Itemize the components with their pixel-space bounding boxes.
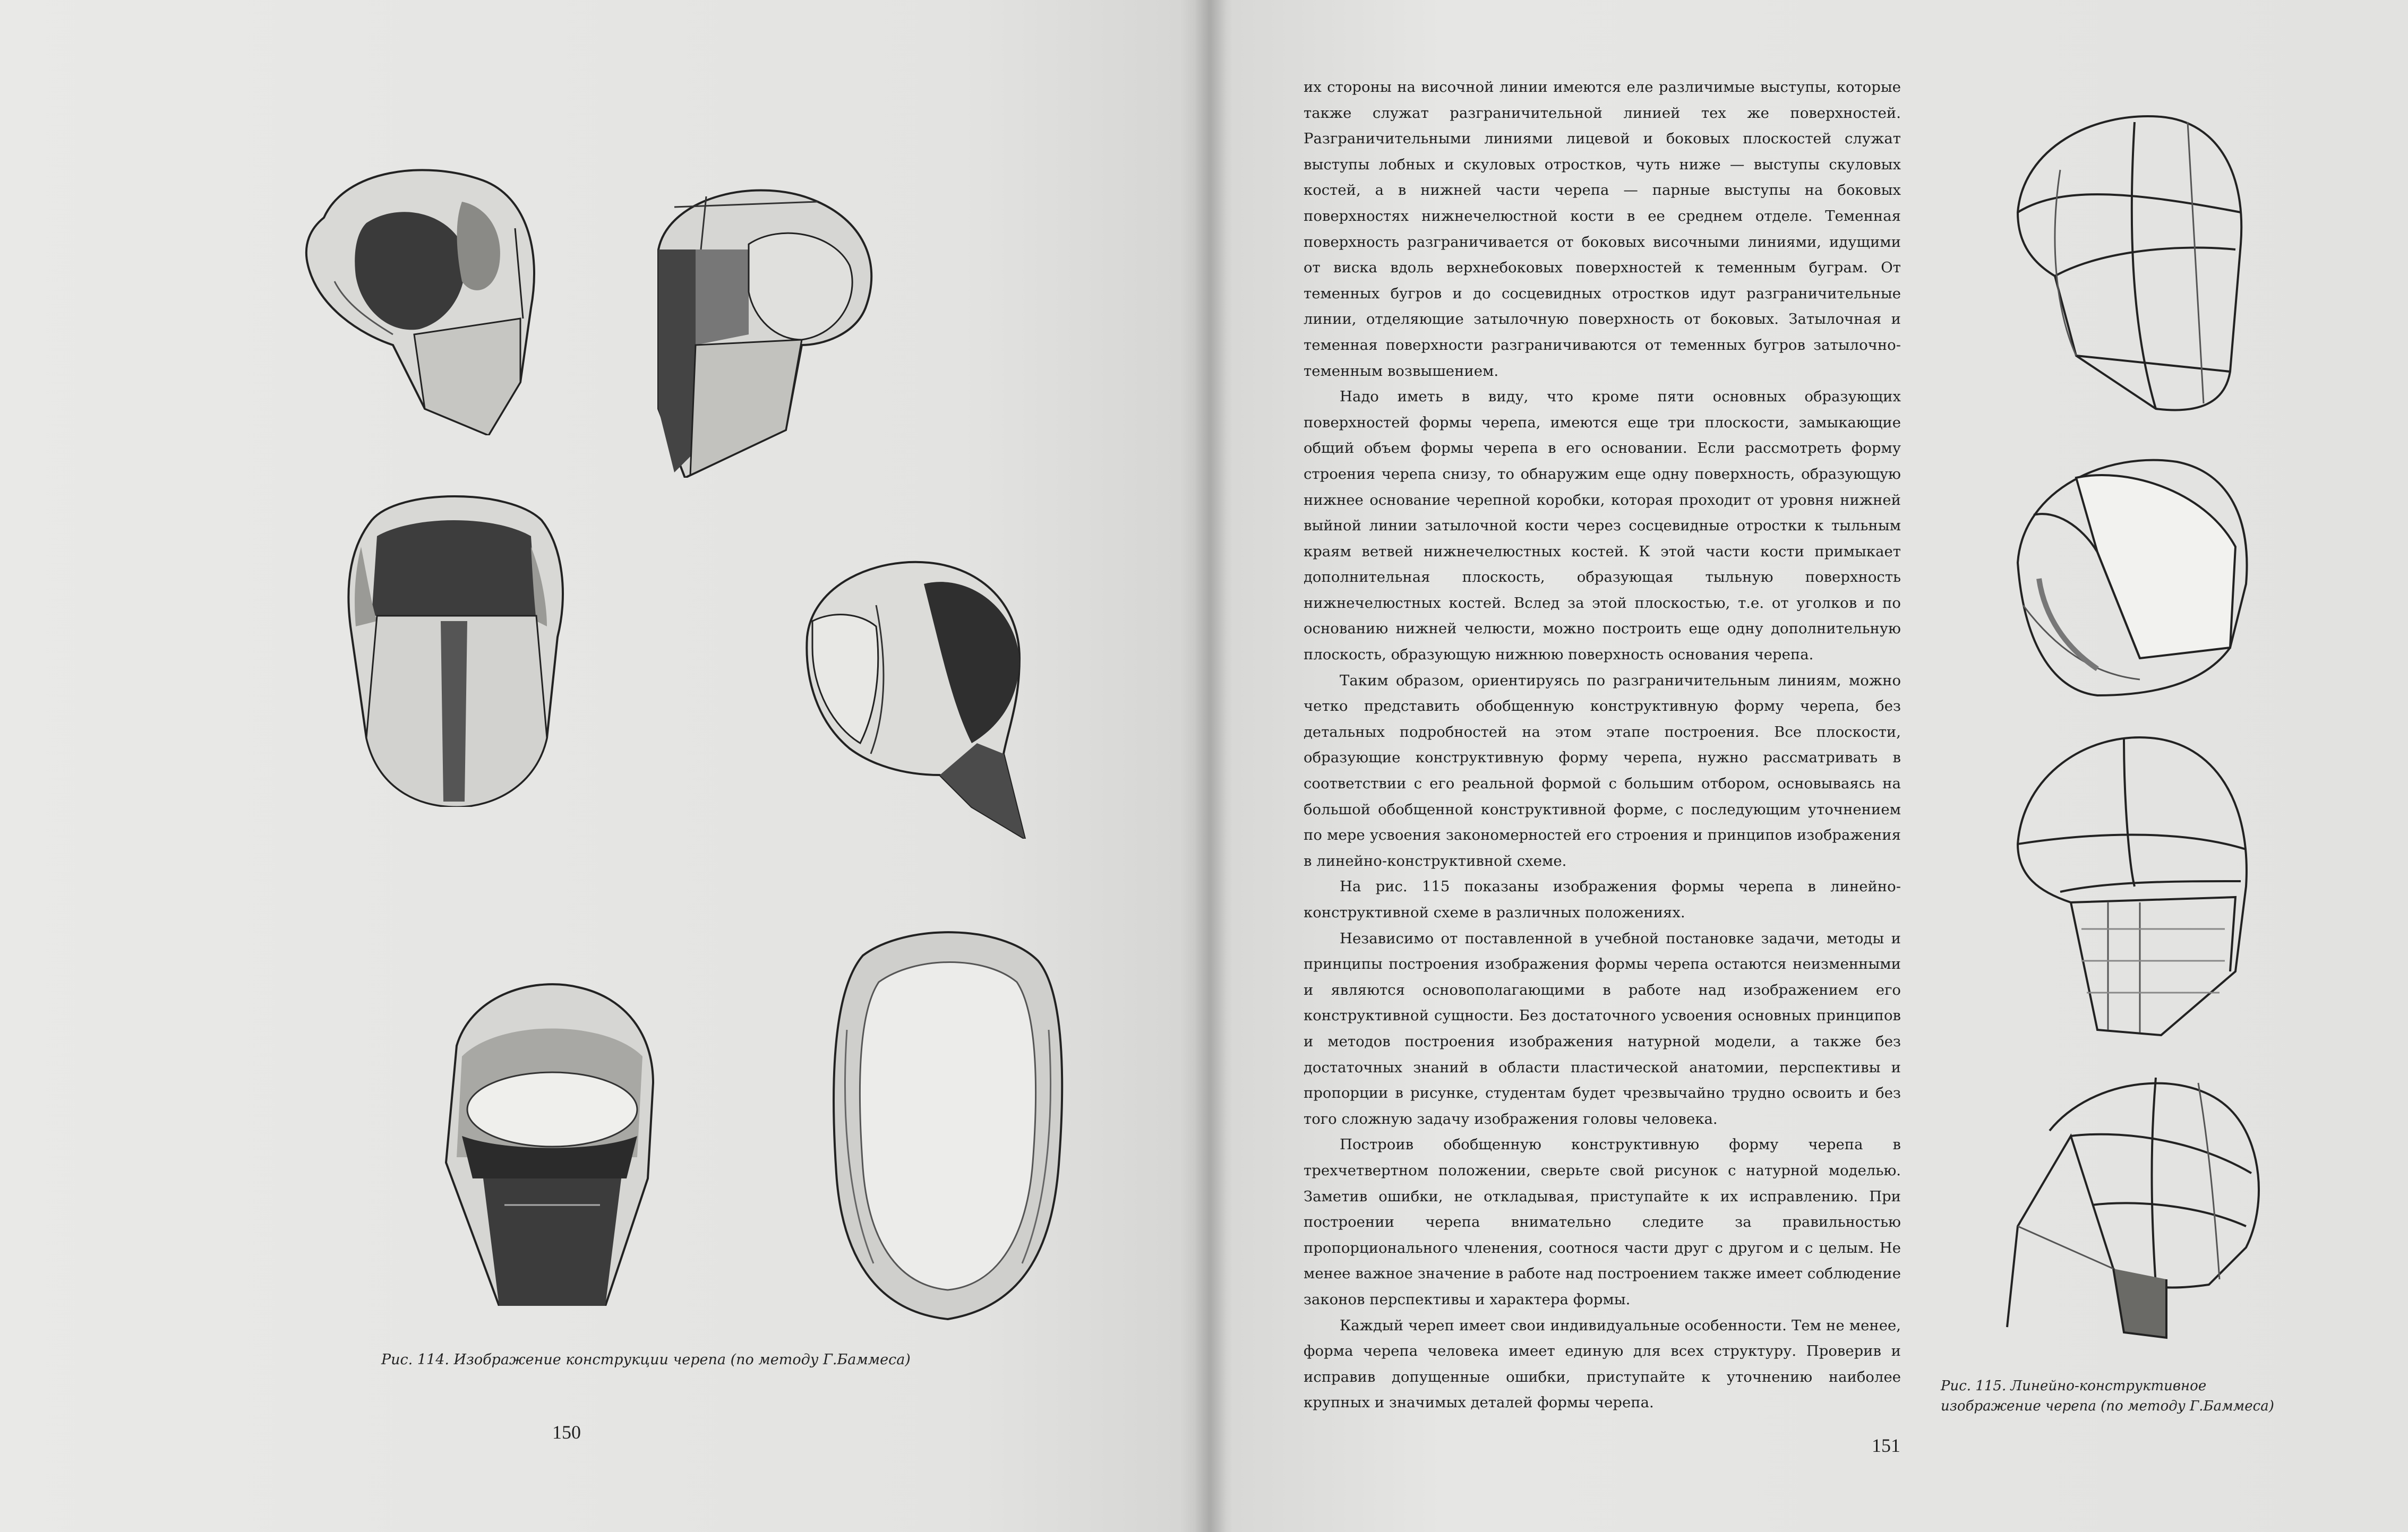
figure-114-caption: Рис. 114. Изображение конструкции черепа (по методу Г.Баммеса) — [381, 1352, 911, 1368]
page-number-left: 150 — [552, 1422, 581, 1443]
paragraph: Таким образом, ориентируясь по разграничительным линиям, можно четко представить обобщенную конструктивную форму черепа, без детальных подробностей на этом этапе построения. Все плоскости, образующие конструктивную форму черепа, нужно рассматривать в соответствии с его реальной формой с большим отбором, основываясь на большой обобщенной конструктивной форме, с последующим уточнением по мере усвоения закономерностей его строения и принципов изображения в линейно-конструктивной схеме. — [1304, 672, 1901, 870]
body-text-column — [1304, 74, 1901, 1416]
paragraph: Независимо от поставленной в учебной постановке задачи, методы и принципы построения изображения формы черепа остаются неизменными и являются основополагающими в работе над изображением его конструктивной сущности. Без достаточного усвоения основных принципов и методов построения изображения натурной модели, а также без достаточных знаний в области пластической анатомии, перспективы и пропорции в рисунке, студентам будет чрезвычайно трудно освоить и без того сложную задачу изображения головы человека. — [1304, 929, 1901, 1128]
skull-block-below — [441, 977, 664, 1306]
skull-block-top — [826, 924, 1070, 1322]
skull-line-view-2 — [2002, 446, 2257, 701]
page-number-right: 151 — [1872, 1435, 1900, 1456]
skull-line-view-3 — [2002, 727, 2257, 1046]
skull-block-front — [335, 488, 573, 807]
figure-115-caption-line1: Рис. 115. Линейно-конструктивное — [1941, 1378, 2207, 1394]
right-page — [1205, 0, 2408, 1532]
skull-line-view-4 — [1996, 1067, 2273, 1343]
figure-115-caption-line2: изображение черепа (по методу Г.Баммеса) — [1941, 1398, 2274, 1414]
skull-block-three-quarter-left — [287, 159, 558, 435]
paragraph: их стороны на височной линии имеются еле различимые выступы, которые также служат разграничительной линией тех же поверхностей. Разграничительными линиями лицевой и боковых плоскостей служат выступы лобных и скуловых отростков, чуть ниже — выступы скуловых костей, а в нижней части черепа — парные выступы на боковых поверхностях нижнечелюстной кости в ее среднем отделе. Теменная поверхность разграничивается от боковых височными линиями, идущими от виска вдоль верхнебоковых поверхностей к теменным буграм. От теменных бугров и до сосцевидных отростков идут разграничительные линии, отделяющие затылочную поверхность от боковых. Затылочная и теменная поверхности разграничиваются от теменных бугров затылочно-теменным возвышением. — [1304, 79, 1901, 380]
paragraph: Надо иметь в виду, что кроме пяти основных образующих поверхностей формы черепа, имеются еще три плоскости, замыкающие общий объем формы черепа в его основании. Если рассмотреть форму строения черепа снизу, то обнаружим еще одну поверхность, образующую нижнее основание черепной коробки, которая проходит от уровня нижней выйной линии затылочной кости через сосцевидные отростки к тыльным краям ветвей нижнечелюстных костей. К этой части кости примыкает дополнительная плоскость, образующая тыльную поверхность нижнечелюстных костей. Вслед за этой плоскостью, т.е. от уголков и по основанию нижней челюсти, можно построить еще одну дополнительную плоскость, образующую нижнюю поверхность основания черепа. — [1304, 388, 1901, 664]
figure-115-caption — [1941, 1376, 2344, 1416]
paragraph: Построив обобщенную конструктивную форму черепа в трехчетвертном положении, сверьте свой рисунок с натурной моделью. Заметив ошибки, не откладывая, приступайте к их исправлению. При построении черепа внимательно следите за правильностью пропорционального членения, соотнося части друг с другом и с целым. Не менее важное значение в работе над построением также имеет соблюдение законов перспективы и характера формы. — [1304, 1136, 1901, 1308]
skull-block-side — [796, 552, 1035, 839]
paragraph: Каждый череп имеет свои индивидуальные особенности. Тем не менее, форма черепа человека имеет единую для всех структуру. Проверив и исправив допущенные ошибки, приступайте к уточнению наиболее крупных и значимых деталей формы черепа. — [1304, 1316, 1901, 1411]
skull-block-three-quarter-right — [642, 175, 887, 478]
skull-line-view-1 — [1996, 106, 2262, 425]
paragraph: На рис. 115 показаны изображения формы черепа в линейно-конструктивной схеме в различных положениях. — [1304, 878, 1901, 921]
